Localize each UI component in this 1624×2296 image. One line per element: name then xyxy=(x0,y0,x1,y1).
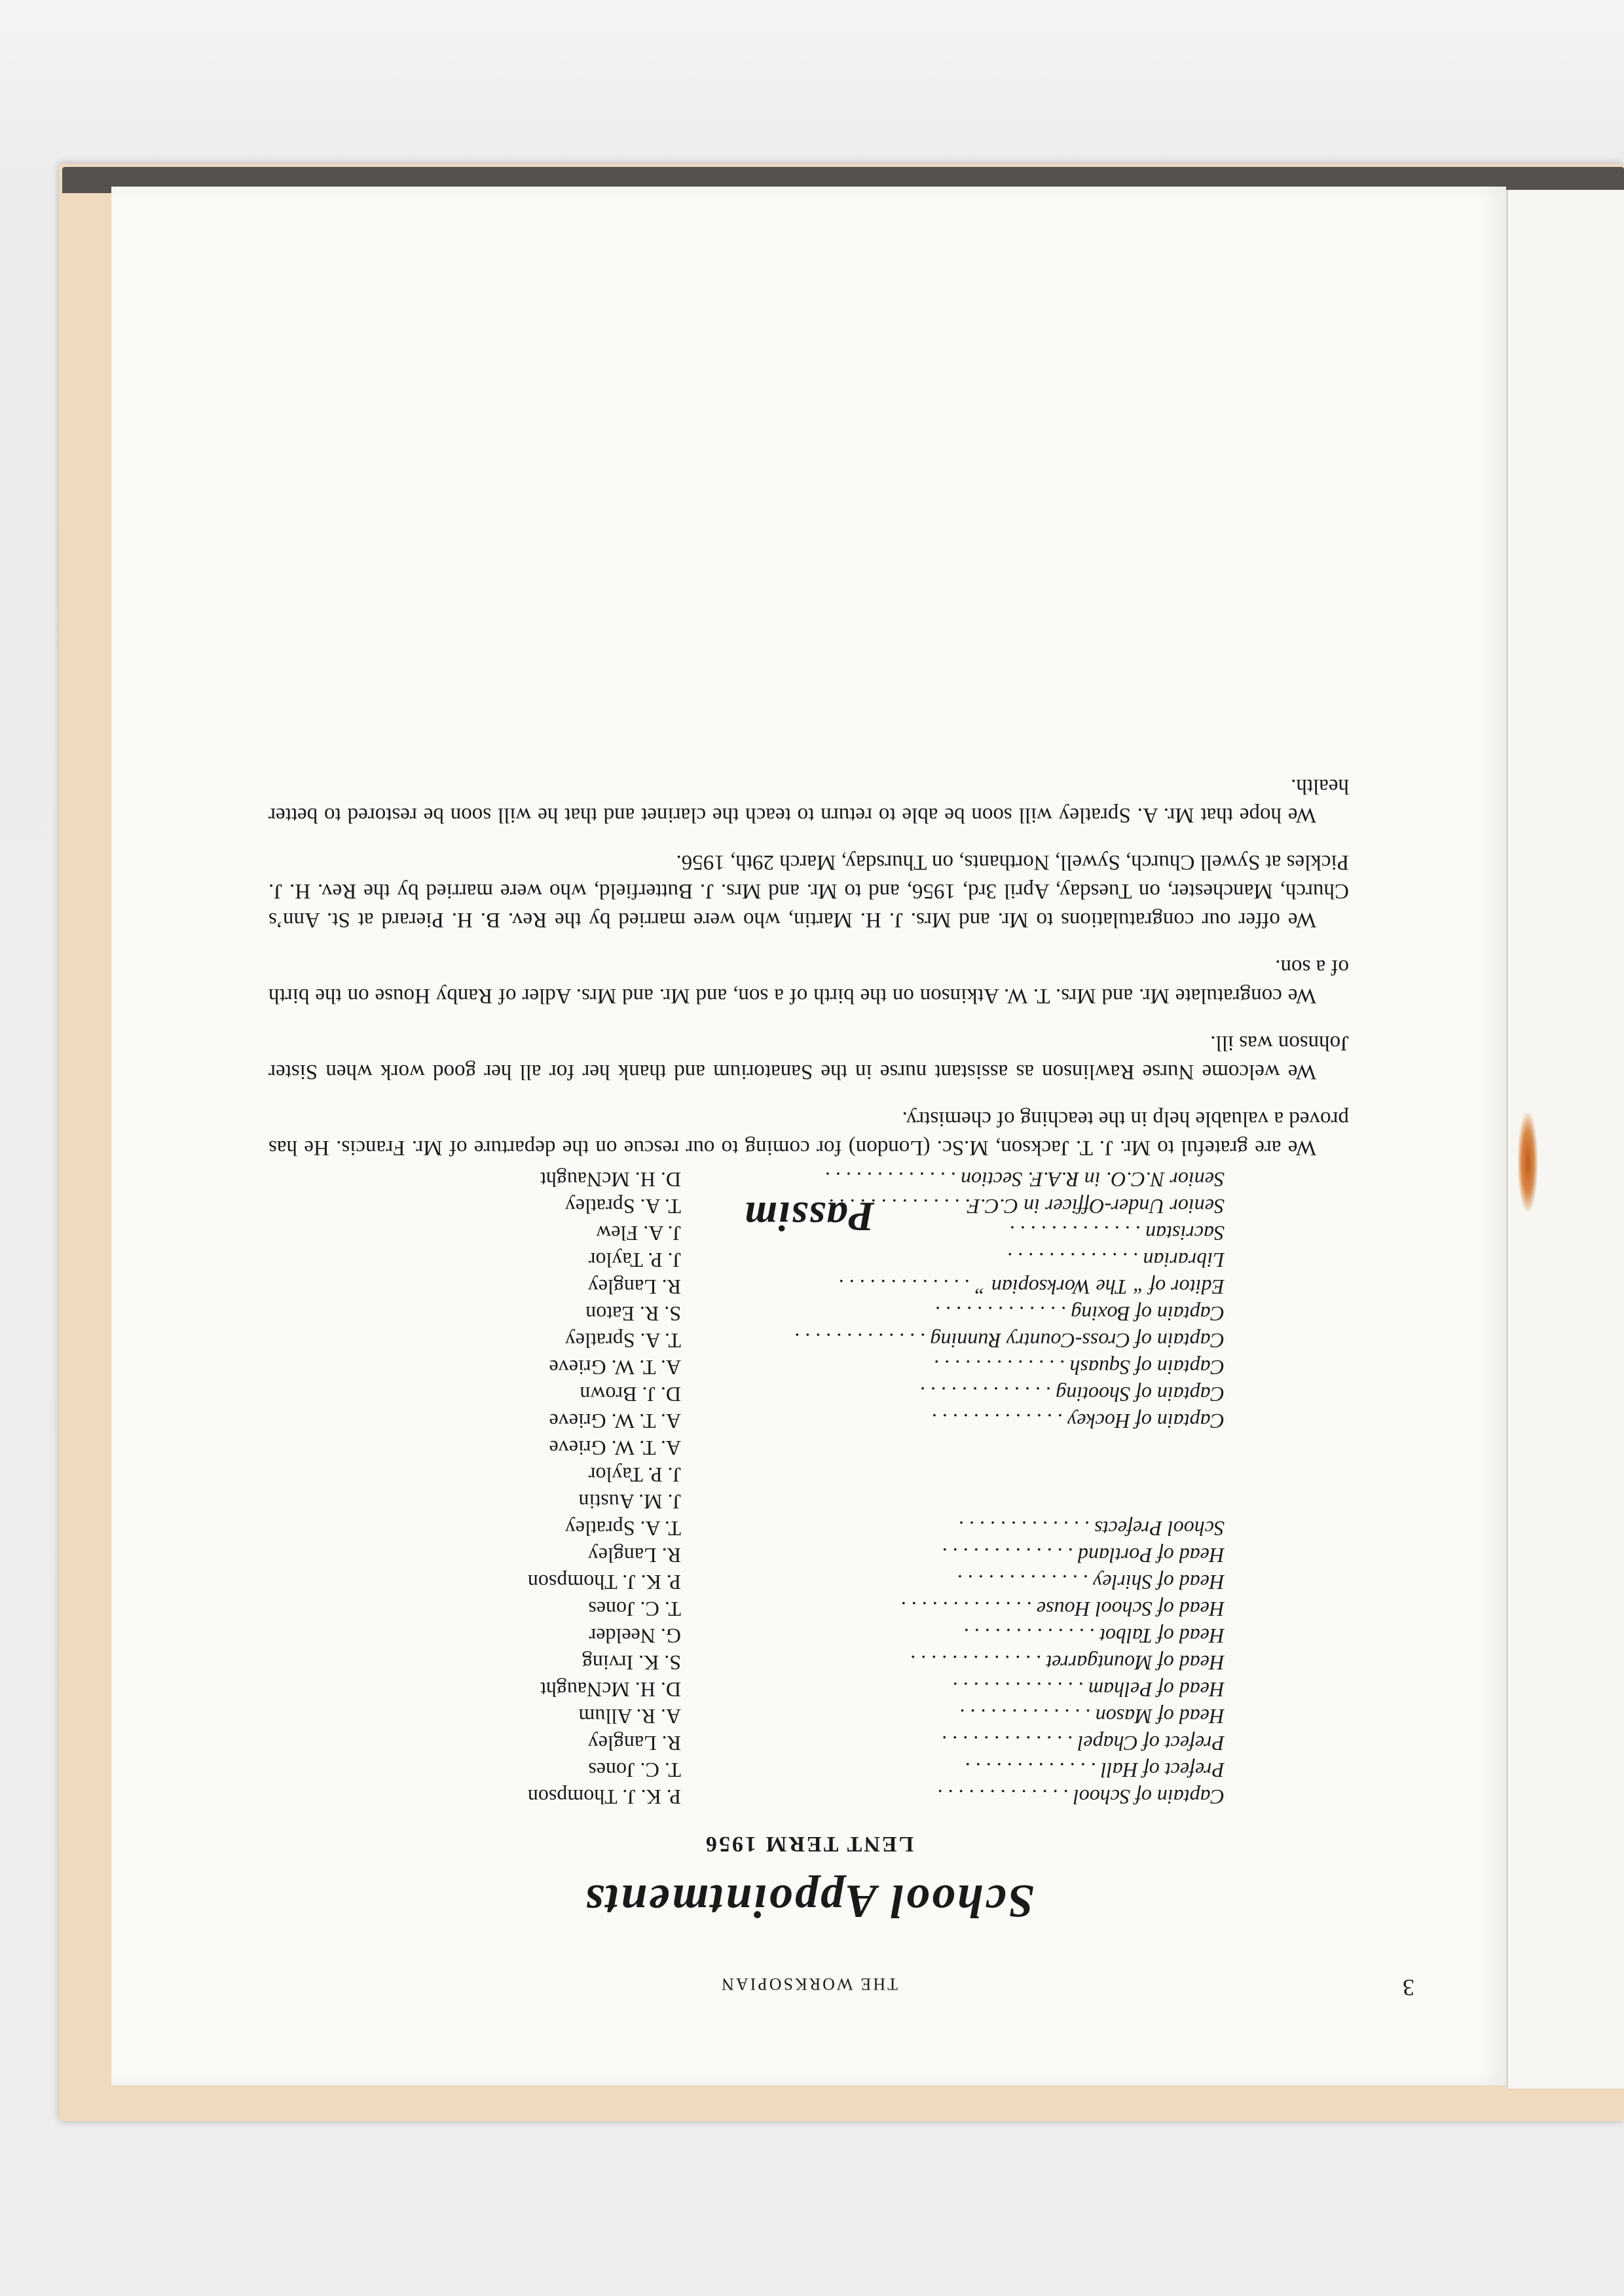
page-content-rotated xyxy=(111,187,1506,2085)
appointment-holder: A. T. W. Grieve xyxy=(549,1410,681,1433)
appointment-post: Sacristan . . . . . . . . . . . . . xyxy=(1009,1222,1225,1245)
appointment-holder: R. Langley xyxy=(587,1732,681,1755)
appointment-row xyxy=(308,1434,1225,1461)
passim-paragraph: We offer our congratulations to Mr. and Mrs. J. H. Martin, who were married by the Rev. B. H. Pierard at St. Ann’s Church, Manchester, on Tuesday, April 3rd, 1956, and to Mr. and Mrs. J. Butterfield, who were married by the Rev. H. J. Pickles at Sywell Church, Sywell, Northants, on Thursday, March 29th, 1956. xyxy=(268,850,1349,932)
appointment-holder: J. P. Taylor xyxy=(588,1463,681,1487)
appointment-holder: T. C. Jones xyxy=(588,1758,681,1782)
appointment-holder: A. T. W. Grieve xyxy=(549,1356,681,1379)
appointment-row xyxy=(308,1676,1225,1703)
appointment-post xyxy=(681,1488,1225,1515)
appointment-row xyxy=(308,1488,1225,1515)
appointment-post: Captain of Squash . . . . . . . . . . . . . xyxy=(933,1356,1225,1379)
appointment-row xyxy=(308,1595,1225,1622)
appointment-row xyxy=(308,1542,1225,1569)
passim-title: Passim xyxy=(743,1194,875,1240)
passim-paragraph: We hope that Mr. A. Spratley will soon be able to return to teach the clarinet and that he will soon be restored to better health. xyxy=(268,774,1349,827)
appointment-holder: R. Langley xyxy=(587,1275,681,1299)
appointment-holder: G. Neelder xyxy=(589,1624,681,1648)
passim-paragraph: We welcome Nurse Rawlinson as assistant nurse in the Sanatorium and thank her for all her good work when Sister Johnson was ill. xyxy=(268,1031,1349,1084)
appointment-post: Captain of School . . . . . . . . . . . . . xyxy=(936,1785,1225,1809)
appointment-holder: J. M. Austin xyxy=(578,1490,681,1514)
appointment-holder: S. K. Irving xyxy=(581,1651,681,1675)
appointments-subtitle: LENT TERM 1956 xyxy=(703,1832,914,1856)
appointment-row xyxy=(308,1783,1225,1810)
appointment-post: Librarian . . . . . . . . . . . . . xyxy=(1006,1248,1225,1272)
passim-paragraph: We congratulate Mr. and Mrs. T. W. Atkinson on the birth of a son, and Mr. and Mrs. Adler of Ranby House on the birth of a son. xyxy=(268,955,1349,1008)
appointment-post: Captain of Boxing . . . . . . . . . . . . . xyxy=(934,1302,1225,1326)
appointment-holder: A. T. W. Grieve xyxy=(549,1436,681,1460)
appointment-holder: D. J. Brown xyxy=(580,1383,681,1406)
appointment-holder: S. R. Eaton xyxy=(585,1302,681,1326)
appointment-row xyxy=(308,1408,1225,1434)
appointments-list xyxy=(308,1166,1225,1810)
running-head: THE WORKSOPIAN xyxy=(720,1975,898,1994)
appointment-row xyxy=(308,1381,1225,1408)
appointment-holder: J. A. Flew xyxy=(596,1222,681,1245)
appointment-row xyxy=(308,1649,1225,1676)
appointment-row xyxy=(308,1622,1225,1649)
appointments-title: School Appointments xyxy=(583,1875,1035,1927)
appointment-post: Senior N.C.O. in R.A.F. Section . . . . . . . . . . . . . xyxy=(824,1168,1225,1192)
appointment-row xyxy=(308,1569,1225,1595)
page-number: 3 xyxy=(1403,1975,1414,2001)
appointment-post xyxy=(681,1434,1225,1461)
appointment-row xyxy=(308,1461,1225,1488)
page-content xyxy=(111,187,1506,2085)
appointment-post: School Prefects . . . . . . . . . . . . . xyxy=(958,1517,1225,1540)
appointment-holder: D. H. McNaught xyxy=(540,1678,681,1702)
appointment-holder: T. A. Spratley xyxy=(564,1329,681,1353)
passim-paragraph: We are grateful to Mr. J. T. Jackson, M.Sc. (London) for coming to our rescue on the departure of Mr. Francis. He has proved a valuable help in the teaching of chemistry. xyxy=(268,1107,1349,1159)
appointment-post: Head of Portland . . . . . . . . . . . . . xyxy=(942,1544,1225,1567)
appointment-row xyxy=(308,1354,1225,1381)
rust-stain xyxy=(1518,1113,1538,1211)
appointment-row xyxy=(308,1730,1225,1757)
appointment-holder: P. K. J. Thompson xyxy=(527,1785,681,1809)
appointment-row xyxy=(308,1327,1225,1354)
appointment-post: Head of Mountgarret . . . . . . . . . . . . . xyxy=(910,1651,1225,1675)
appointment-post: Captain of Hockey . . . . . . . . . . . . . xyxy=(931,1410,1225,1433)
appointment-holder: J. P. Taylor xyxy=(588,1248,681,1272)
appointment-holder: R. Langley xyxy=(587,1544,681,1567)
appointment-post: Head of Mason . . . . . . . . . . . . . xyxy=(959,1705,1225,1728)
appointment-post: Prefect of Chapel . . . . . . . . . . . . . xyxy=(941,1732,1225,1755)
appointment-post: Head of Talbot . . . . . . . . . . . . . xyxy=(963,1624,1225,1648)
appointment-post: Captain of Shooting . . . . . . . . . . . . . xyxy=(919,1383,1225,1406)
appointment-post xyxy=(681,1461,1225,1488)
appointment-row xyxy=(308,1273,1225,1300)
appointment-post: Prefect of Hall . . . . . . . . . . . . . xyxy=(965,1758,1225,1782)
appointment-post: Head of Shirley . . . . . . . . . . . . . xyxy=(957,1571,1225,1594)
appointment-post: Head of Pelham . . . . . . . . . . . . . xyxy=(952,1678,1225,1702)
appointment-row xyxy=(308,1703,1225,1730)
appointment-row xyxy=(308,1166,1225,1193)
appointment-holder: T. A. Spratley xyxy=(564,1517,681,1540)
appointment-row xyxy=(308,1515,1225,1542)
appointment-holder: A. R. Allum xyxy=(578,1705,681,1728)
appointment-holder: T. A. Spratley xyxy=(564,1195,681,1218)
appointment-row xyxy=(308,1300,1225,1327)
appointment-post: Head of School House . . . . . . . . . . . . . xyxy=(900,1597,1225,1621)
appointment-row xyxy=(308,1247,1225,1273)
appointment-post: Captain of Cross-Country Running . . . . . . . . . . . . . xyxy=(794,1329,1225,1353)
appointment-holder: T. C. Jones xyxy=(588,1597,681,1621)
appointment-holder: D. H. McNaught xyxy=(540,1168,681,1192)
appointment-row xyxy=(308,1757,1225,1783)
passim-paragraphs xyxy=(268,754,1349,1162)
appointment-post: Editor of “ The Worksopian ” . . . . . . . . . . . . . xyxy=(838,1275,1225,1299)
appointment-post: Senior Under-Officer in C.C.F. . . . . . . . . . . . . . xyxy=(828,1195,1225,1218)
appointment-holder: P. K. J. Thompson xyxy=(527,1571,681,1594)
